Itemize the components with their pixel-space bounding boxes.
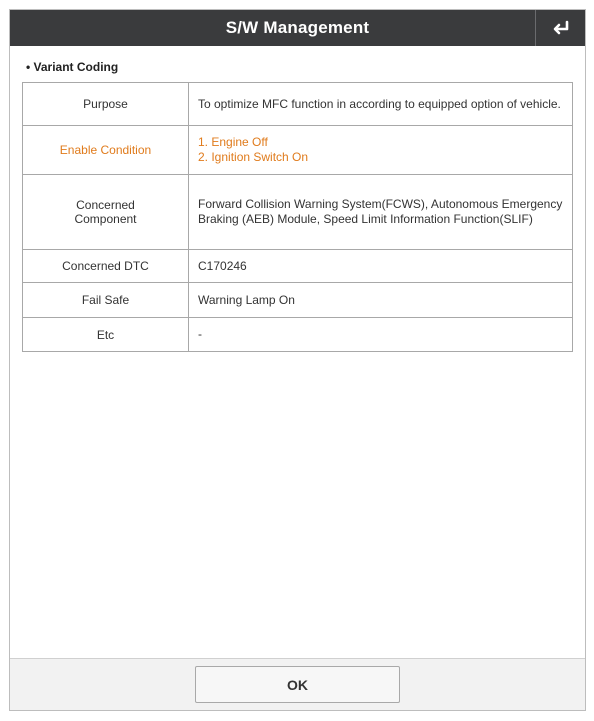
- table-row: [23, 318, 573, 352]
- row-value-line: To optimize MFC function in according to equipped option of vehicle.: [198, 96, 561, 111]
- row-value: [189, 318, 573, 352]
- row-value-line: Warning Lamp On: [198, 292, 295, 307]
- row-key: Fail Safe: [23, 283, 189, 318]
- row-key: Concerned DTC: [23, 250, 189, 283]
- table-row: [23, 250, 573, 283]
- back-button[interactable]: [535, 10, 585, 46]
- row-value: [189, 175, 573, 250]
- row-value-line: 2. Ignition Switch On: [198, 150, 309, 164]
- row-value: [189, 126, 573, 175]
- sw-management-dialog: [9, 9, 586, 711]
- row-value: [189, 250, 573, 283]
- table-row: [23, 175, 573, 250]
- dialog-footer: [10, 658, 585, 710]
- title-bar: [10, 10, 585, 46]
- table-row: [23, 83, 573, 126]
- row-value: [189, 83, 573, 126]
- row-value-line: Forward Collision Warning System(FCWS), Autonomous Emergency Braking (AEB) Module, Speed Limit Information Function(SLIF): [198, 197, 563, 226]
- table-row: [23, 283, 573, 318]
- ok-button[interactable]: OK: [195, 666, 400, 703]
- row-value-line: -: [198, 327, 202, 341]
- row-value-line: C170246: [198, 258, 247, 273]
- section-label: • Variant Coding: [26, 60, 119, 74]
- row-key: Concerned Component: [23, 175, 189, 250]
- return-arrow-icon: [552, 20, 570, 36]
- row-key: Purpose: [23, 83, 189, 126]
- row-value: [189, 283, 573, 318]
- row-key: Etc: [23, 318, 189, 352]
- dialog-title: S/W Management: [225, 18, 370, 37]
- row-value-line: 1. Engine Off: [198, 135, 268, 149]
- row-key: Enable Condition: [23, 126, 189, 175]
- table-row: [23, 126, 573, 175]
- info-table: [22, 82, 573, 352]
